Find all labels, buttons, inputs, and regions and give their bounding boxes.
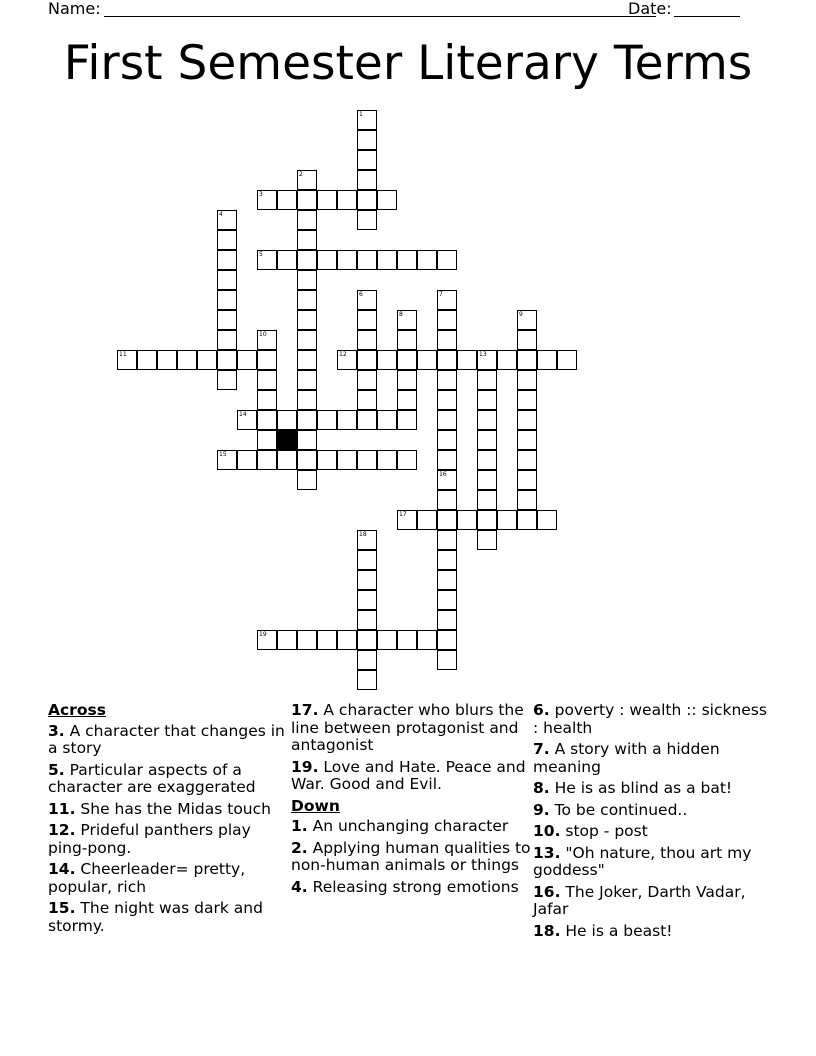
cell-number: 16 [439, 471, 447, 478]
crossword-cell[interactable] [357, 330, 377, 350]
clue-text: Releasing strong emotions [312, 877, 519, 896]
crossword-cell[interactable] [337, 190, 357, 210]
clue-down-18 [533, 923, 773, 941]
crossword-cell[interactable] [477, 430, 497, 450]
clue-text: She has the Midas touch [80, 799, 271, 818]
crossword-cell[interactable] [437, 650, 457, 670]
crossword-cell[interactable] [257, 350, 277, 370]
clue-number: 12. [48, 821, 76, 839]
crossword-cell[interactable] [357, 150, 377, 170]
crossword-cell[interactable] [297, 410, 317, 430]
cell-number: 5 [259, 251, 263, 258]
clues-column-1 [48, 702, 288, 939]
cell-number: 1 [359, 111, 363, 118]
clue-number: 14. [48, 860, 76, 878]
crossword-cell[interactable] [317, 250, 337, 270]
crossword-cell[interactable] [517, 450, 537, 470]
crossword-cell[interactable] [277, 630, 297, 650]
clue-down-10 [533, 823, 773, 841]
crossword-cell[interactable] [537, 350, 557, 370]
crossword-cell[interactable] [397, 450, 417, 470]
crossword-cell[interactable] [257, 370, 277, 390]
crossword-cell[interactable] [357, 130, 377, 150]
crossword-cell[interactable] [437, 510, 457, 530]
clue-number: 4. [291, 877, 308, 896]
crossword-cell[interactable] [337, 450, 357, 470]
crossword-cell[interactable] [277, 190, 297, 210]
crossword-cell[interactable] [517, 410, 537, 430]
cell-number: 3 [259, 191, 263, 198]
cell-number: 15 [219, 451, 227, 458]
crossword-cell[interactable] [357, 590, 377, 610]
crossword-cell[interactable] [297, 250, 317, 270]
crossword-cell[interactable] [437, 630, 457, 650]
crossword-cell[interactable] [217, 270, 237, 290]
clue-across-11 [48, 801, 288, 819]
cell-number: 17 [399, 511, 407, 518]
crossword-cell[interactable] [277, 410, 297, 430]
crossword-cell[interactable] [437, 390, 457, 410]
crossword-cell[interactable] [417, 250, 437, 270]
clue-number: 5. [48, 760, 65, 779]
clue-text: He is as blind as a bat! [554, 779, 733, 797]
crossword-cell[interactable] [457, 350, 477, 370]
crossword-cell[interactable] [417, 350, 437, 370]
crossword-cell[interactable] [437, 370, 457, 390]
crossword-cell[interactable] [257, 390, 277, 410]
crossword-cell[interactable] [257, 630, 277, 650]
crossword-cell[interactable] [317, 630, 337, 650]
crossword-cell[interactable] [397, 630, 417, 650]
clue-number: 3. [48, 721, 65, 740]
crossword-cell[interactable] [537, 510, 557, 530]
cell-number: 18 [359, 531, 367, 538]
crossword-cell[interactable] [397, 250, 417, 270]
clue-text: He is a beast! [565, 921, 673, 940]
crossword-cell[interactable] [297, 290, 317, 310]
page-title: First Semester Literary Terms [63, 36, 753, 91]
crossword-cell[interactable] [397, 510, 417, 530]
shaded-cell [277, 430, 297, 450]
clue-text: "Oh nature, thou art my goddess" [533, 843, 752, 879]
crossword-cell[interactable] [477, 450, 497, 470]
crossword-cell[interactable] [517, 310, 537, 330]
crossword-cell[interactable] [357, 610, 377, 630]
crossword-cell[interactable] [357, 350, 377, 370]
crossword-cell[interactable] [337, 250, 357, 270]
crossword-cell[interactable] [217, 310, 237, 330]
crossword-cell[interactable] [377, 450, 397, 470]
crossword-cell[interactable] [117, 350, 137, 370]
cell-number: 19 [259, 631, 267, 638]
cell-number: 11 [119, 351, 127, 358]
clue-text: A character that changes in a story [48, 721, 285, 757]
clue-number: 6. [533, 701, 550, 719]
clue-text: Prideful panthers play ping-pong. [48, 821, 251, 857]
clue-text: Applying human qualities to non-human animals or things [291, 838, 531, 874]
crossword-cell[interactable] [357, 670, 377, 690]
crossword-cell[interactable] [357, 570, 377, 590]
crossword-cell[interactable] [317, 410, 337, 430]
crossword-cell[interactable] [517, 350, 537, 370]
crossword-cell[interactable] [477, 350, 497, 370]
clue-number: 19. [291, 757, 319, 776]
crossword-cell[interactable] [377, 190, 397, 210]
clue-across-12 [48, 822, 288, 857]
crossword-cell[interactable] [517, 330, 537, 350]
crossword-cell[interactable] [477, 410, 497, 430]
crossword-cell[interactable] [297, 310, 317, 330]
crossword-cell[interactable] [257, 190, 277, 210]
crossword-cell[interactable] [297, 630, 317, 650]
cell-number: 6 [359, 291, 363, 298]
clues-column-2 [291, 702, 531, 900]
crossword-cell[interactable] [237, 350, 257, 370]
crossword-cell[interactable] [357, 370, 377, 390]
crossword-cell[interactable] [357, 310, 377, 330]
crossword-cell[interactable] [237, 410, 257, 430]
crossword-cell[interactable] [257, 410, 277, 430]
crossword-cell[interactable] [397, 370, 417, 390]
clue-text: A story with a hidden meaning [533, 740, 720, 776]
crossword-cell[interactable] [337, 410, 357, 430]
crossword-cell[interactable] [357, 250, 377, 270]
crossword-cell[interactable] [517, 430, 537, 450]
crossword-cell[interactable] [517, 470, 537, 490]
clue-text: A character who blurs the line between protagonist and antagonist [291, 701, 524, 754]
crossword-cell[interactable] [517, 490, 537, 510]
crossword-cell[interactable] [517, 510, 537, 530]
date-label: Date: [628, 0, 672, 18]
crossword-cell[interactable] [437, 350, 457, 370]
clue-number: 8. [533, 779, 550, 797]
crossword-cell[interactable] [477, 470, 497, 490]
crossword-cell[interactable] [317, 190, 337, 210]
crossword-cell[interactable] [397, 330, 417, 350]
clue-text: Love and Hate. Peace and War. Good and Evil. [291, 757, 526, 793]
crossword-cell[interactable] [377, 350, 397, 370]
clue-down-9 [533, 802, 773, 820]
cell-number: 10 [259, 331, 267, 338]
crossword-cell[interactable] [437, 490, 457, 510]
crossword-cell[interactable] [397, 350, 417, 370]
clue-text: Particular aspects of a character are exaggerated [48, 760, 256, 796]
crossword-cell[interactable] [357, 410, 377, 430]
clue-number: 11. [48, 799, 76, 818]
clue-number: 16. [533, 882, 561, 901]
clue-text: poverty : wealth :: sickness : health [533, 701, 767, 737]
clues-column-3 [533, 702, 773, 944]
crossword-cell[interactable] [137, 350, 157, 370]
crossword-cell[interactable] [457, 510, 477, 530]
crossword-cell[interactable] [357, 110, 377, 130]
crossword-cell[interactable] [397, 410, 417, 430]
crossword-cell[interactable] [357, 530, 377, 550]
crossword-cell[interactable] [297, 270, 317, 290]
crossword-cell[interactable] [217, 370, 237, 390]
clue-across-3 [48, 723, 288, 758]
clue-text: The night was dark and stormy. [48, 899, 263, 935]
crossword-cell[interactable] [217, 230, 237, 250]
crossword-cell[interactable] [257, 330, 277, 350]
clue-across-17 [291, 702, 531, 755]
clue-number: 13. [533, 843, 561, 862]
clue-text: The Joker, Darth Vadar, Jafar [533, 882, 746, 918]
clue-number: 18. [533, 921, 561, 940]
crossword-cell[interactable] [497, 510, 517, 530]
clue-number: 1. [291, 817, 308, 835]
crossword-cell[interactable] [477, 390, 497, 410]
crossword-cell[interactable] [217, 350, 237, 370]
crossword-cell[interactable] [297, 230, 317, 250]
crossword-cell[interactable] [357, 210, 377, 230]
crossword-cell[interactable] [397, 390, 417, 410]
cell-number: 7 [439, 291, 443, 298]
crossword-cell[interactable] [297, 430, 317, 450]
crossword-cell[interactable] [357, 390, 377, 410]
crossword-cell[interactable] [217, 290, 237, 310]
crossword-cell[interactable] [357, 650, 377, 670]
clue-down-8 [533, 780, 773, 798]
clue-down-6 [533, 702, 773, 737]
crossword-cell[interactable] [437, 590, 457, 610]
crossword-cell[interactable] [437, 250, 457, 270]
clue-down-2 [291, 840, 531, 875]
clue-down-7 [533, 741, 773, 776]
clue-down-4 [291, 879, 531, 897]
crossword-cell[interactable] [197, 350, 217, 370]
crossword-cell[interactable] [357, 170, 377, 190]
crossword-cell[interactable] [437, 330, 457, 350]
crossword-cell[interactable] [297, 190, 317, 210]
crossword-cell[interactable] [217, 330, 237, 350]
crossword-cell[interactable] [517, 370, 537, 390]
crossword-cell[interactable] [397, 310, 417, 330]
crossword-cell[interactable] [377, 630, 397, 650]
crossword-cell[interactable] [377, 410, 397, 430]
crossword-cell[interactable] [437, 310, 457, 330]
crossword-cell[interactable] [497, 350, 517, 370]
crossword-cell[interactable] [337, 350, 357, 370]
crossword-cell[interactable] [437, 450, 457, 470]
crossword-cell[interactable] [257, 250, 277, 270]
crossword-cell[interactable] [297, 370, 317, 390]
clue-text: An unchanging character [312, 817, 509, 835]
crossword-cell[interactable] [297, 210, 317, 230]
crossword-cell[interactable] [217, 210, 237, 230]
crossword-cell[interactable] [337, 630, 357, 650]
down-heading: Down [291, 796, 340, 815]
crossword-cell[interactable] [317, 450, 337, 470]
clue-down-13 [533, 845, 773, 880]
cell-number: 12 [339, 351, 347, 358]
crossword-cell[interactable] [237, 450, 257, 470]
clue-text: stop - post [565, 822, 648, 840]
crossword-cell[interactable] [257, 430, 277, 450]
crossword-cell[interactable] [437, 290, 457, 310]
crossword-cell[interactable] [177, 350, 197, 370]
crossword-cell[interactable] [297, 470, 317, 490]
crossword-cell[interactable] [437, 570, 457, 590]
crossword-cell[interactable] [297, 390, 317, 410]
crossword-cell[interactable] [277, 250, 297, 270]
clue-across-14 [48, 861, 288, 896]
clue-across-5 [48, 762, 288, 797]
clue-text: To be continued.. [554, 800, 688, 819]
crossword-cell[interactable] [357, 550, 377, 570]
crossword-cell[interactable] [357, 290, 377, 310]
crossword-cell[interactable] [297, 170, 317, 190]
crossword-cell[interactable] [437, 550, 457, 570]
crossword-cell[interactable] [277, 450, 297, 470]
crossword-cell[interactable] [477, 370, 497, 390]
clue-number: 17. [291, 701, 319, 719]
crossword-cell[interactable] [357, 630, 377, 650]
cell-number: 14 [239, 411, 247, 418]
crossword-cell[interactable] [357, 190, 377, 210]
clue-number: 10. [533, 822, 561, 840]
crossword-cell[interactable] [437, 410, 457, 430]
clue-number: 9. [533, 800, 550, 819]
crossword-cell[interactable] [297, 450, 317, 470]
crossword-cell[interactable] [477, 510, 497, 530]
clue-across-15 [48, 900, 288, 935]
cell-number: 13 [479, 351, 487, 358]
crossword-cell[interactable] [157, 350, 177, 370]
crossword-cell[interactable] [477, 530, 497, 550]
crossword-cell[interactable] [437, 610, 457, 630]
crossword-cell[interactable] [357, 450, 377, 470]
crossword-cell[interactable] [437, 430, 457, 450]
crossword-cell[interactable] [437, 530, 457, 550]
name-label: Name: [48, 0, 101, 18]
crossword-cell[interactable] [517, 390, 537, 410]
crossword-cell[interactable] [477, 490, 497, 510]
crossword-cell[interactable] [377, 250, 397, 270]
cell-number: 2 [299, 171, 303, 178]
crossword-cell[interactable] [437, 470, 457, 490]
crossword-cell[interactable] [417, 510, 437, 530]
clue-down-16 [533, 884, 773, 919]
crossword-cell[interactable] [297, 350, 317, 370]
clue-number: 2. [291, 838, 308, 857]
crossword-cell[interactable] [297, 330, 317, 350]
clue-number: 15. [48, 899, 76, 917]
cell-number: 8 [399, 311, 403, 318]
clue-across-19 [291, 759, 531, 794]
crossword-cell[interactable] [257, 450, 277, 470]
clue-down-1 [291, 818, 531, 836]
crossword-cell[interactable] [417, 630, 437, 650]
crossword-cell[interactable] [217, 250, 237, 270]
cell-number: 4 [219, 211, 223, 218]
crossword-cell[interactable] [557, 350, 577, 370]
cell-number: 9 [519, 311, 523, 318]
across-heading: Across [48, 701, 106, 719]
crossword-cell[interactable] [217, 450, 237, 470]
clue-number: 7. [533, 740, 550, 758]
clue-text: Cheerleader= pretty, popular, rich [48, 860, 246, 896]
